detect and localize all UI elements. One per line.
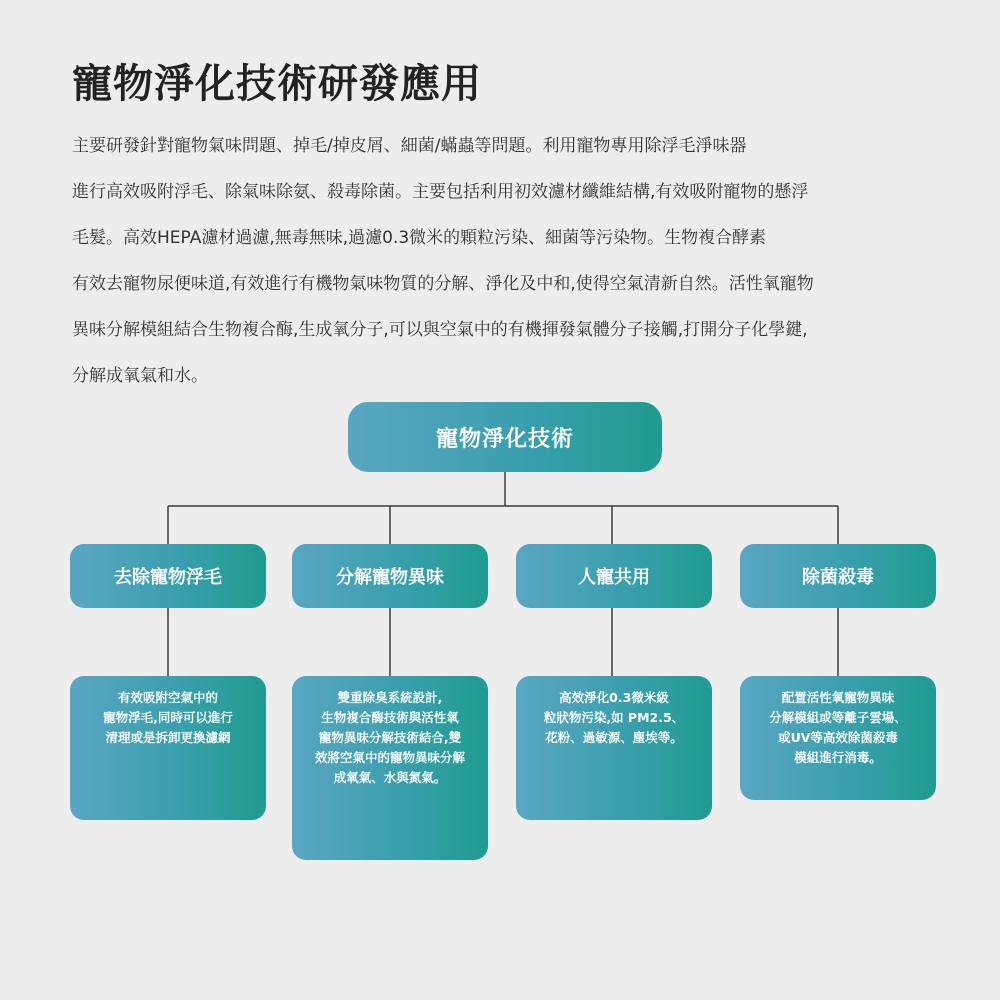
detail-line: 高效淨化0.3微米級	[559, 690, 669, 705]
detail-node-sterilization	[740, 676, 936, 800]
page-title: 寵物淨化技術研發應用	[72, 61, 482, 107]
detail-node-remove-pet-hair	[70, 676, 266, 820]
detail-line: 或UV等高效除菌殺毒	[778, 730, 898, 745]
detail-line: 效將空氣中的寵物異味分解	[314, 750, 465, 765]
category-node-sterilization: 除菌殺毒	[740, 544, 936, 608]
intro-line: 異味分解模組結合生物複合酶,生成氧分子,可以與空氣中的有機揮發氣體分子接觸,打開分子化學鍵,	[72, 320, 808, 340]
detail-line: 清理或是拆卸更換濾網	[105, 730, 231, 745]
detail-line: 分解模組或等離子雲場、	[769, 710, 907, 725]
detail-node-shared-use	[516, 676, 712, 820]
intro-line: 主要研發針對寵物氣味問題、掉毛/掉皮屑、細菌/蟎蟲等問題。利用寵物專用除浮毛淨味器	[72, 136, 747, 156]
root-node: 寵物淨化技術	[348, 402, 662, 472]
detail-line: 配置活性氧寵物異味	[781, 690, 895, 705]
detail-line: 成氧氣、水與氮氣。	[333, 770, 447, 785]
detail-line: 生物複合酶技術與活性氧	[321, 710, 459, 725]
detail-line: 雙重除臭系統設計,	[337, 690, 443, 705]
intro-line: 進行高效吸附浮毛、除氣味除氨、殺毒除菌。主要包括利用初效濾材纖維結構,有效吸附寵物的懸浮	[72, 182, 809, 202]
detail-line: 寵物異味分解技術結合,雙	[318, 730, 462, 745]
category-node-odor-decomposition: 分解寵物異味	[292, 544, 488, 608]
detail-node-odor-decomposition	[292, 676, 488, 860]
detail-line: 模組進行消毒。	[794, 750, 882, 765]
intro-line: 分解成氧氣和水。	[72, 366, 208, 386]
detail-line: 花粉、過敏源、塵埃等。	[545, 730, 683, 745]
category-node-remove-pet-hair: 去除寵物浮毛	[70, 544, 266, 608]
intro-line: 毛髮。高效HEPA濾材過濾,無毒無味,過濾0.3微米的顆粒污染、細菌等污染物。生物複合酵素	[72, 228, 767, 248]
detail-line: 有效吸附空氣中的	[117, 690, 218, 705]
detail-line: 寵物浮毛,同時可以進行	[103, 710, 233, 725]
category-node-shared-use: 人寵共用	[516, 544, 712, 608]
intro-line: 有效去寵物尿便味道,有效進行有機物氣味物質的分解、淨化及中和,使得空氣清新自然。活性氧寵物	[72, 274, 814, 294]
detail-line: 粒狀物污染,如 PM2.5、	[543, 710, 685, 725]
